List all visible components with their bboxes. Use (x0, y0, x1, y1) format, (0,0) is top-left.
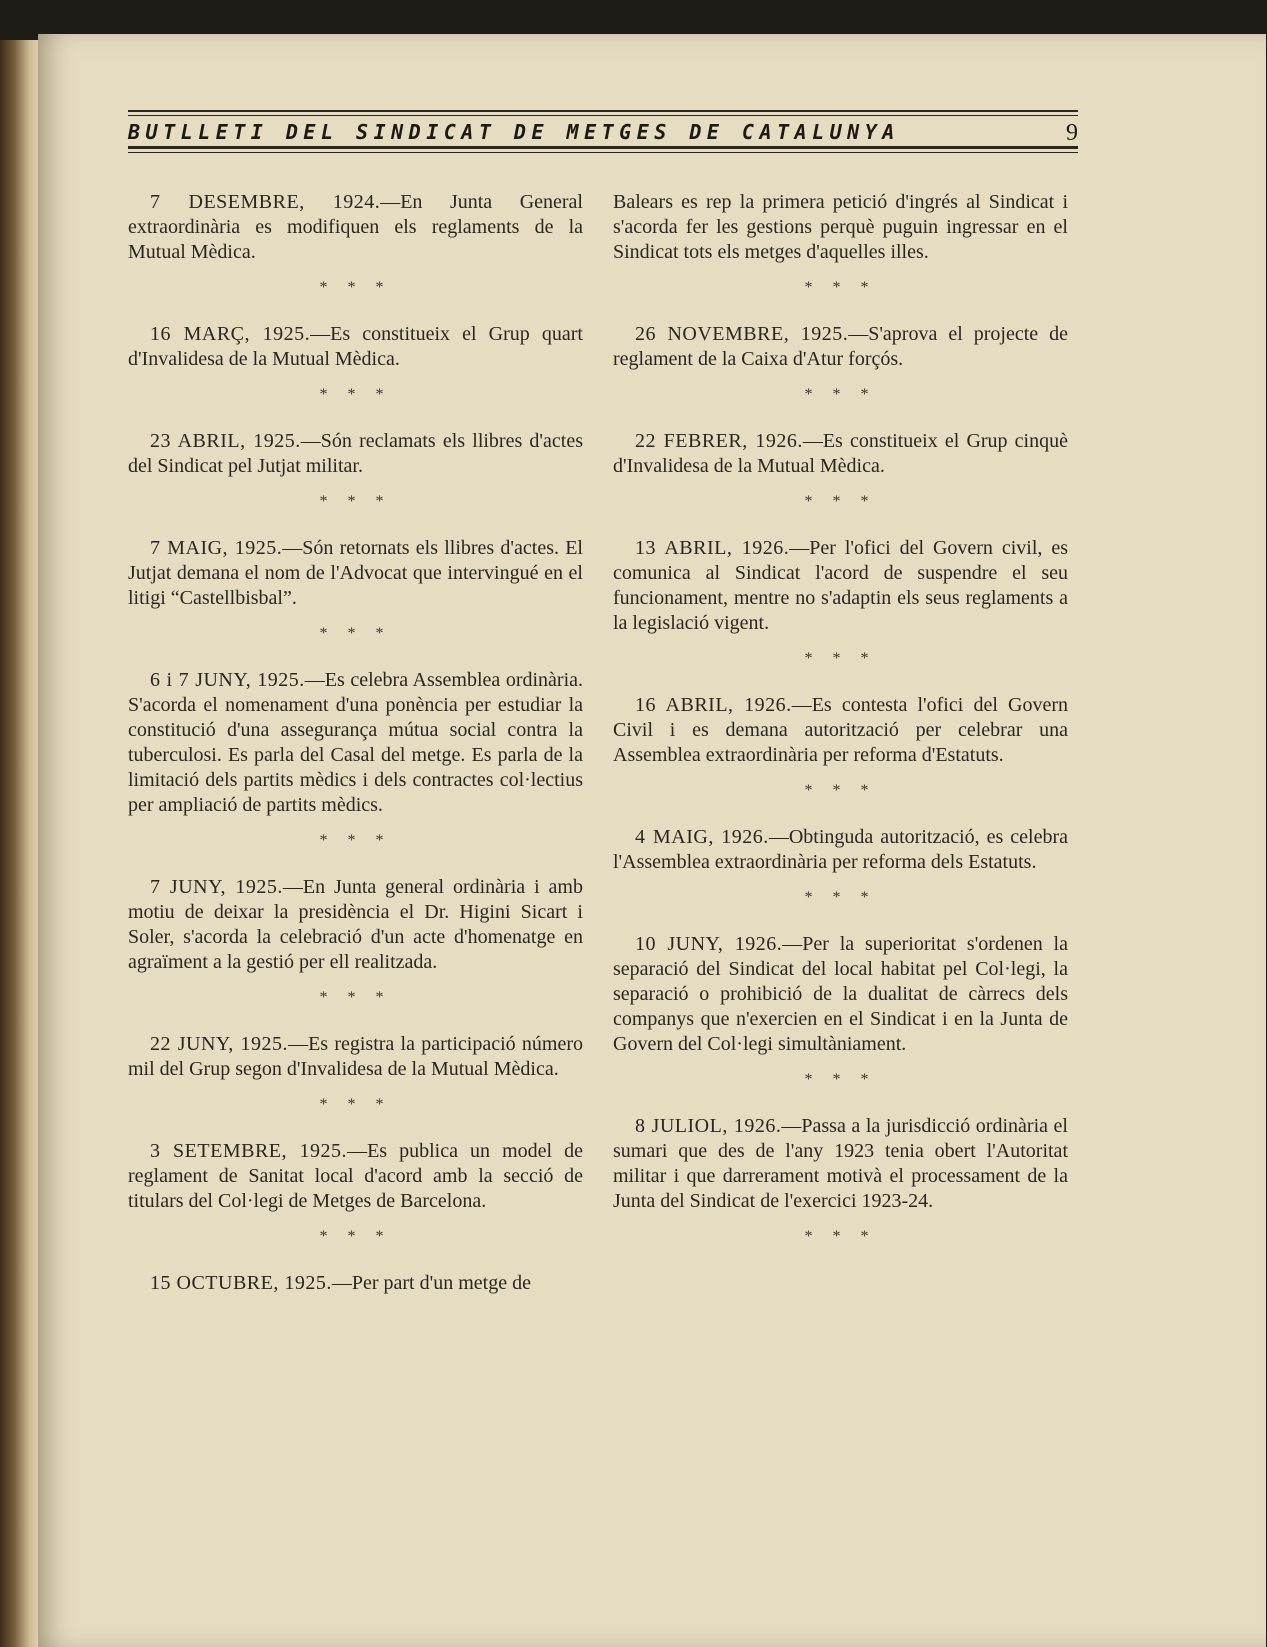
entry-text: —Obtinguda autorització, es celebra l'Assemblea extraordinària per reforma dels Estatuts. (613, 826, 1068, 873)
section-separator: * * * (319, 989, 392, 1006)
section-separator: * * * (804, 782, 877, 799)
entry-date: 10 JUNY, 1926. (635, 933, 783, 955)
entry-text: —Són reclamats els llibres d'actes del Sindicat pel Jutjat militar. (128, 430, 583, 477)
chronology-entry (613, 536, 1068, 636)
section-separator: * * * (319, 493, 392, 510)
section-separator: * * * (319, 1228, 392, 1245)
section-separator: * * * (319, 625, 392, 642)
entry-text: —Passa a la jurisdicció ordinària el sumari que des de l'any 1923 tenia obert l'Autoritat militar i que darrerament motivà el processament de la Junta del Sindicat de l'exercici 1923-24. (613, 1115, 1068, 1212)
entry-text: —En Junta General extraordinària es modifiquen els reglaments de la Mutual Mèdica. (128, 191, 583, 263)
running-header (128, 110, 1078, 162)
header-rule-bottom (128, 146, 1078, 149)
chronology-entry (613, 825, 1068, 875)
entry-text: —Es constitueix el Grup cinquè d'Invalidesa de la Mutual Mèdica. (613, 430, 1068, 477)
entry-text: —Per l'ofici del Govern civil, es comunica al Sindicat l'acord de suspendre el seu funcionament, mentre no s'adaptin els seus reglaments a la legislació vigent. (613, 537, 1069, 634)
entry-date: 7 JUNY, 1925. (150, 876, 283, 898)
chronology-entry (613, 1114, 1068, 1214)
header-rule-bottom-thin (128, 152, 1078, 153)
section-separator: * * * (804, 279, 877, 296)
chronology-entry (613, 322, 1068, 372)
entry-date: 15 OCTUBRE, 1925. (150, 1272, 332, 1294)
entry-text: —S'aprova el projecte de reglament de la Caixa d'Atur forçós. (613, 323, 1069, 370)
section-separator: * * * (804, 889, 877, 906)
entry-text: —Es registra la participació número mil del Grup segon d'Invalidesa de la Mutual Mèdica. (128, 1033, 583, 1080)
section-separator: * * * (319, 832, 392, 849)
entry-text: —En Junta general ordinària i amb motiu de deixar la presidència el Dr. Higini Sicart i Soler, s'acorda la celebració d'un acte d'homenatge en agraïment a la gestió per ell realitzada. (128, 876, 583, 973)
entry-date: 7 MAIG, 1925. (150, 537, 283, 559)
entry-date: 23 ABRIL, 1925. (150, 430, 301, 452)
chronology-entry (613, 932, 1068, 1057)
chronology-entry (128, 429, 583, 479)
section-separator: * * * (804, 1228, 877, 1245)
chronology-entry (128, 322, 583, 372)
entry-text: —Es celebra Assemblea ordinària. S'acorda el nomenament d'una ponència per estudiar la constitució d'una assegurança mútua social contra la tuberculosi. Es parla del Casal del metge. Es parla de la limitació dels partits mèdics i dels contractes col·lectius per ampliació de partits mèdics. (128, 669, 584, 816)
entry-date: 7 DESEMBRE, 1924. (150, 191, 381, 213)
book-binding (0, 40, 42, 1647)
entry-date: 13 ABRIL, 1926. (635, 537, 790, 559)
entry-text: —Es contesta l'ofici del Govern Civil i es demana autorització per celebrar una Assemblea extraordinària per reforma d'Estatuts. (613, 694, 1068, 766)
section-separator: * * * (804, 493, 877, 510)
entry-text: —Són retornats els llibres d'actes. El Jutjat demana el nom de l'Advocat que intervingué en el litigi “Castellbisbal”. (128, 537, 583, 609)
section-separator: * * * (319, 386, 392, 403)
chronology-entry (128, 536, 583, 611)
chronology-entry (128, 190, 583, 265)
entry-date: 4 MAIG, 1926. (635, 826, 769, 848)
chronology-entry (128, 875, 583, 975)
entry-text: —Es publica un model de reglament de Sanitat local d'acord amb la secció de titulars del Col·legi de Metges de Barcelona. (128, 1140, 584, 1212)
header-rule-top (128, 110, 1078, 112)
section-separator: * * * (804, 1071, 877, 1088)
header-rule-top-thin (128, 115, 1078, 116)
left-column (128, 190, 583, 1306)
section-separator: * * * (804, 650, 877, 667)
section-separator: * * * (804, 386, 877, 403)
journal-title: BUTLLETI DEL SINDICAT DE METGES DE CATALUNYA (128, 120, 900, 144)
entry-date: 22 JUNY, 1925. (150, 1033, 289, 1055)
chronology-entry (128, 1032, 583, 1082)
section-separator: * * * (319, 279, 392, 296)
page-number: 9 (1066, 120, 1078, 146)
entry-date: 8 JULIOL, 1926. (635, 1115, 782, 1137)
chronology-entry (128, 1271, 583, 1296)
right-column (613, 190, 1068, 1271)
section-separator: * * * (319, 1096, 392, 1113)
entry-date: 16 MARÇ, 1925. (150, 323, 311, 345)
chronology-entry (613, 429, 1068, 479)
chronology-entry (613, 693, 1068, 768)
entry-date: 3 SETEMBRE, 1925. (150, 1140, 348, 1162)
chronology-entry (128, 668, 583, 818)
chronology-entry (128, 1139, 583, 1214)
entry-text: —Es constitueix el Grup quart d'Invalidesa de la Mutual Mèdica. (128, 323, 583, 370)
entry-date: 22 FEBRER, 1926. (635, 430, 803, 452)
entry-date: 26 NOVEMBRE, 1925. (635, 323, 849, 345)
entry-date: 6 i 7 JUNY, 1925. (150, 669, 305, 691)
entry-text: —Per la superioritat s'ordenen la separació del Sindicat del local habitat pel Col·legi, la separació o prohibició de la dualitat de càrrecs dels companys que n'exercien en el Sindicat i en la Junta de Govern del Col·legi simultàniament. (613, 933, 1068, 1055)
entry-date: 16 ABRIL, 1926. (635, 694, 792, 716)
entry-text: —Per part d'un metge de (331, 1272, 531, 1294)
entry-continuation: Balears es rep la primera petició d'ingrés al Sindicat i s'acorda fer les gestions perquè puguin ingressar en el Sindicat tots els metges d'aquelles illes. (613, 191, 1068, 263)
